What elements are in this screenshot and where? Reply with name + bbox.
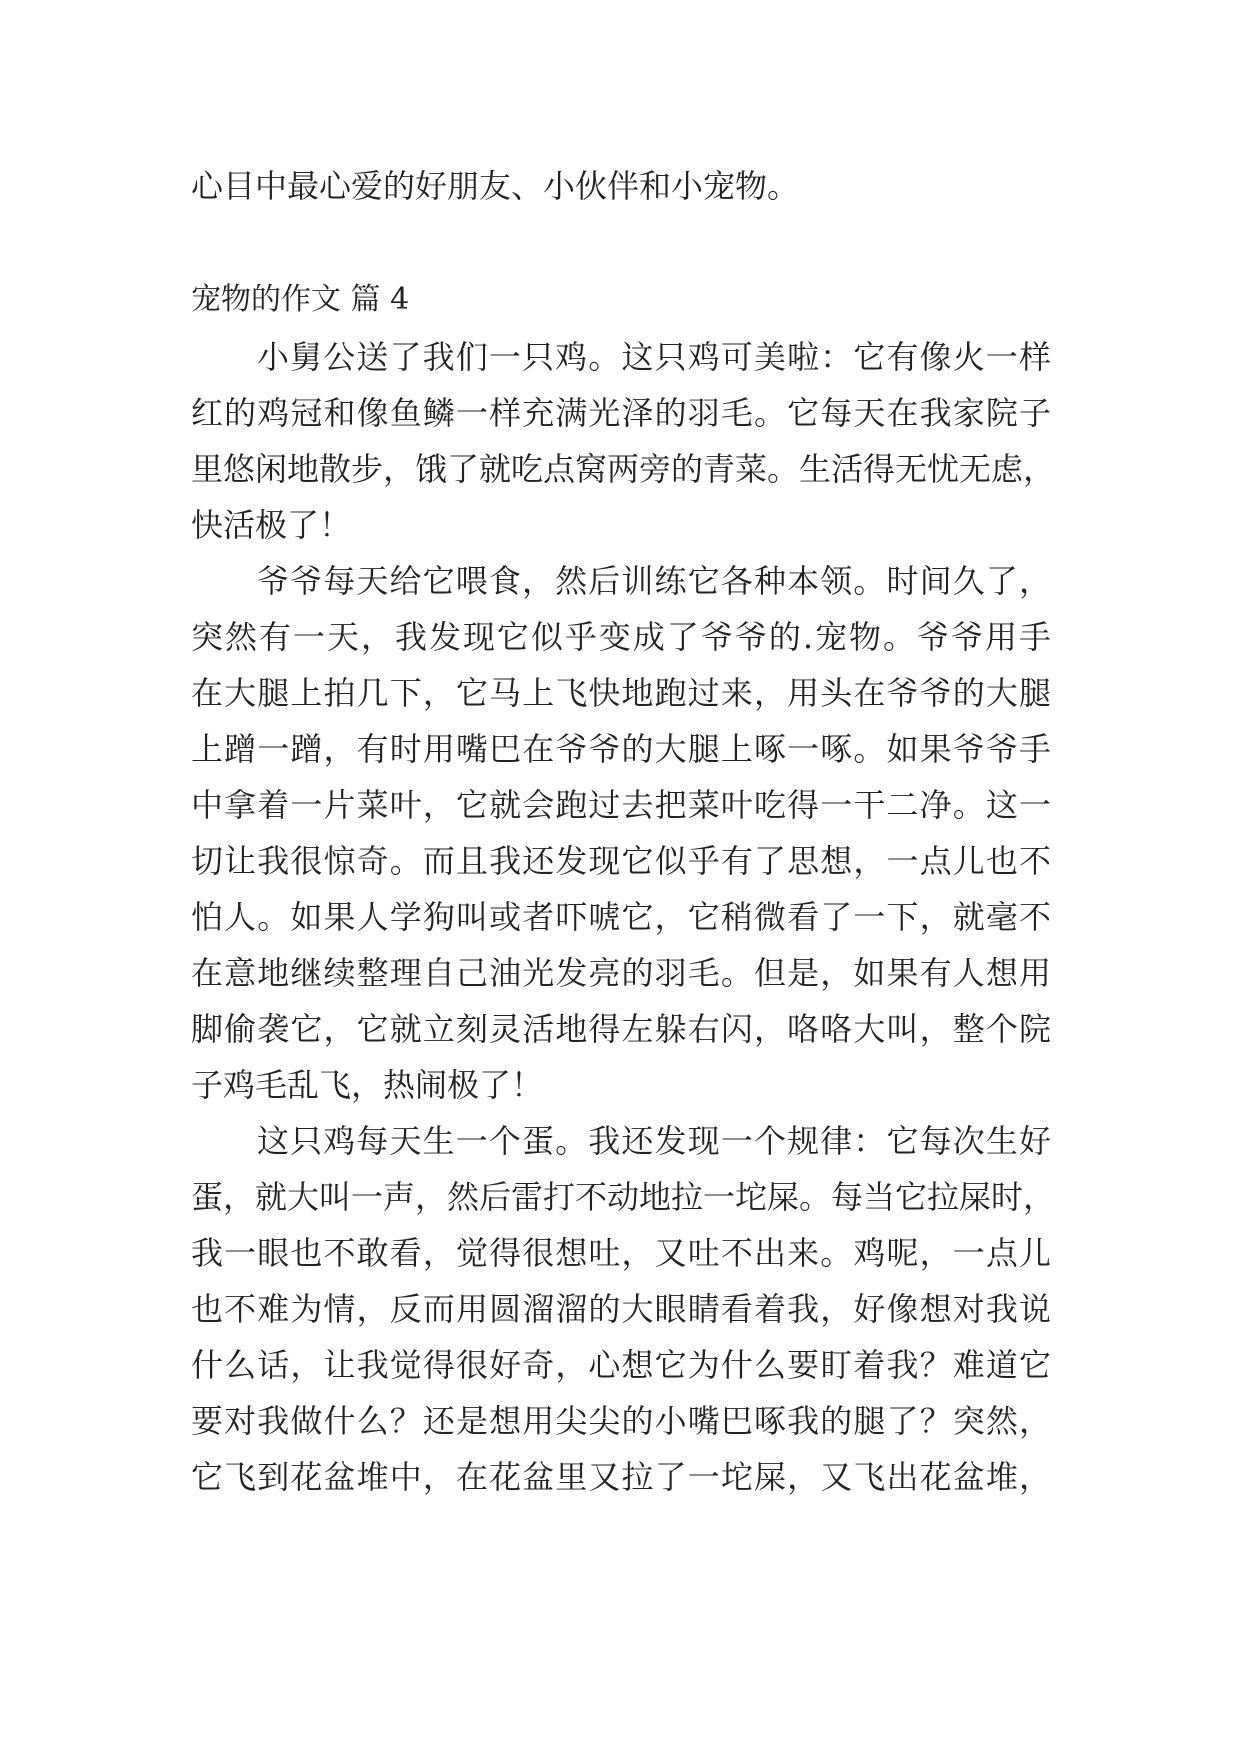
paragraph-1-line-2: 红的鸡冠和像鱼鳞一样充满光泽的羽毛。它每天在我家院子: [191, 394, 1051, 432]
paragraph-3-line-4: 也不难为情，反而用圆溜溜的大眼睛看着我，好像想对我说: [191, 1290, 1051, 1328]
paragraph-2-line-4: 上蹭一蹭，有时用嘴巴在爷爷的大腿上啄一啄。如果爷爷手: [191, 730, 1051, 768]
paragraph-2-line-10: 子鸡毛乱飞，热闹极了！: [191, 1066, 544, 1104]
paragraph-2-line-5: 中拿着一片菜叶，它就会跑过去把菜叶吃得一干二净。这一: [191, 786, 1051, 824]
paragraph-2-line-7: 怕人。如果人学狗叫或者吓唬它，它稍微看了一下，就毫不: [191, 898, 1051, 936]
paragraph-3-line-2: 蛋，就大叫一声，然后雷打不动地拉一坨屎。每当它拉屎时，: [191, 1178, 1056, 1216]
paragraph-3-line-1: 这只鸡每天生一个蛋。我还发现一个规律：它每次生好: [257, 1122, 1051, 1160]
top-fragment-line: 心目中最心爱的好朋友、小伙伴和小宠物。: [191, 167, 800, 205]
paragraph-3-line-3: 我一眼也不敢看，觉得很想吐，又吐不出来。鸡呢，一点儿: [191, 1234, 1051, 1272]
paragraph-2-line-6: 切让我很惊奇。而且我还发现它似乎有了思想，一点儿也不: [191, 842, 1051, 880]
paragraph-1-line-4: 快活极了！: [191, 506, 352, 544]
paragraph-3-line-6: 要对我做什么？还是想用尖尖的小嘴巴啄我的腿了？突然，: [191, 1402, 1051, 1440]
paragraph-2-line-9: 脚偷袭它，它就立刻灵活地得左躲右闪，咯咯大叫，整个院: [191, 1010, 1051, 1048]
paragraph-2-line-8: 在意地继续整理自己油光发亮的羽毛。但是，如果有人想用: [191, 954, 1051, 992]
paragraph-2-line-2: 突然有一天，我发现它似乎变成了爷爷的.宠物。爷爷用手: [191, 618, 1051, 656]
paragraph-2-line-3: 在大腿上拍几下，它马上飞快地跑过来，用头在爷爷的大腿: [191, 674, 1051, 712]
paragraph-1-line-3: 里悠闲地散步，饿了就吃点窝两旁的青菜。生活得无忧无虑，: [191, 450, 1056, 488]
paragraph-3-line-5: 什么话，让我觉得很好奇，心想它为什么要盯着我？难道它: [191, 1346, 1051, 1384]
paragraph-2-line-1: 爷爷每天给它喂食，然后训练它各种本领。时间久了，: [257, 562, 1051, 600]
paragraph-3-line-7: 它飞到花盆堆中，在花盆里又拉了一坨屎，又飞出花盆堆，: [191, 1458, 1051, 1496]
section-heading: 宠物的作文 篇 4: [191, 282, 410, 317]
paragraph-1-line-1: 小舅公送了我们一只鸡。这只鸡可美啦：它有像火一样: [257, 338, 1051, 376]
